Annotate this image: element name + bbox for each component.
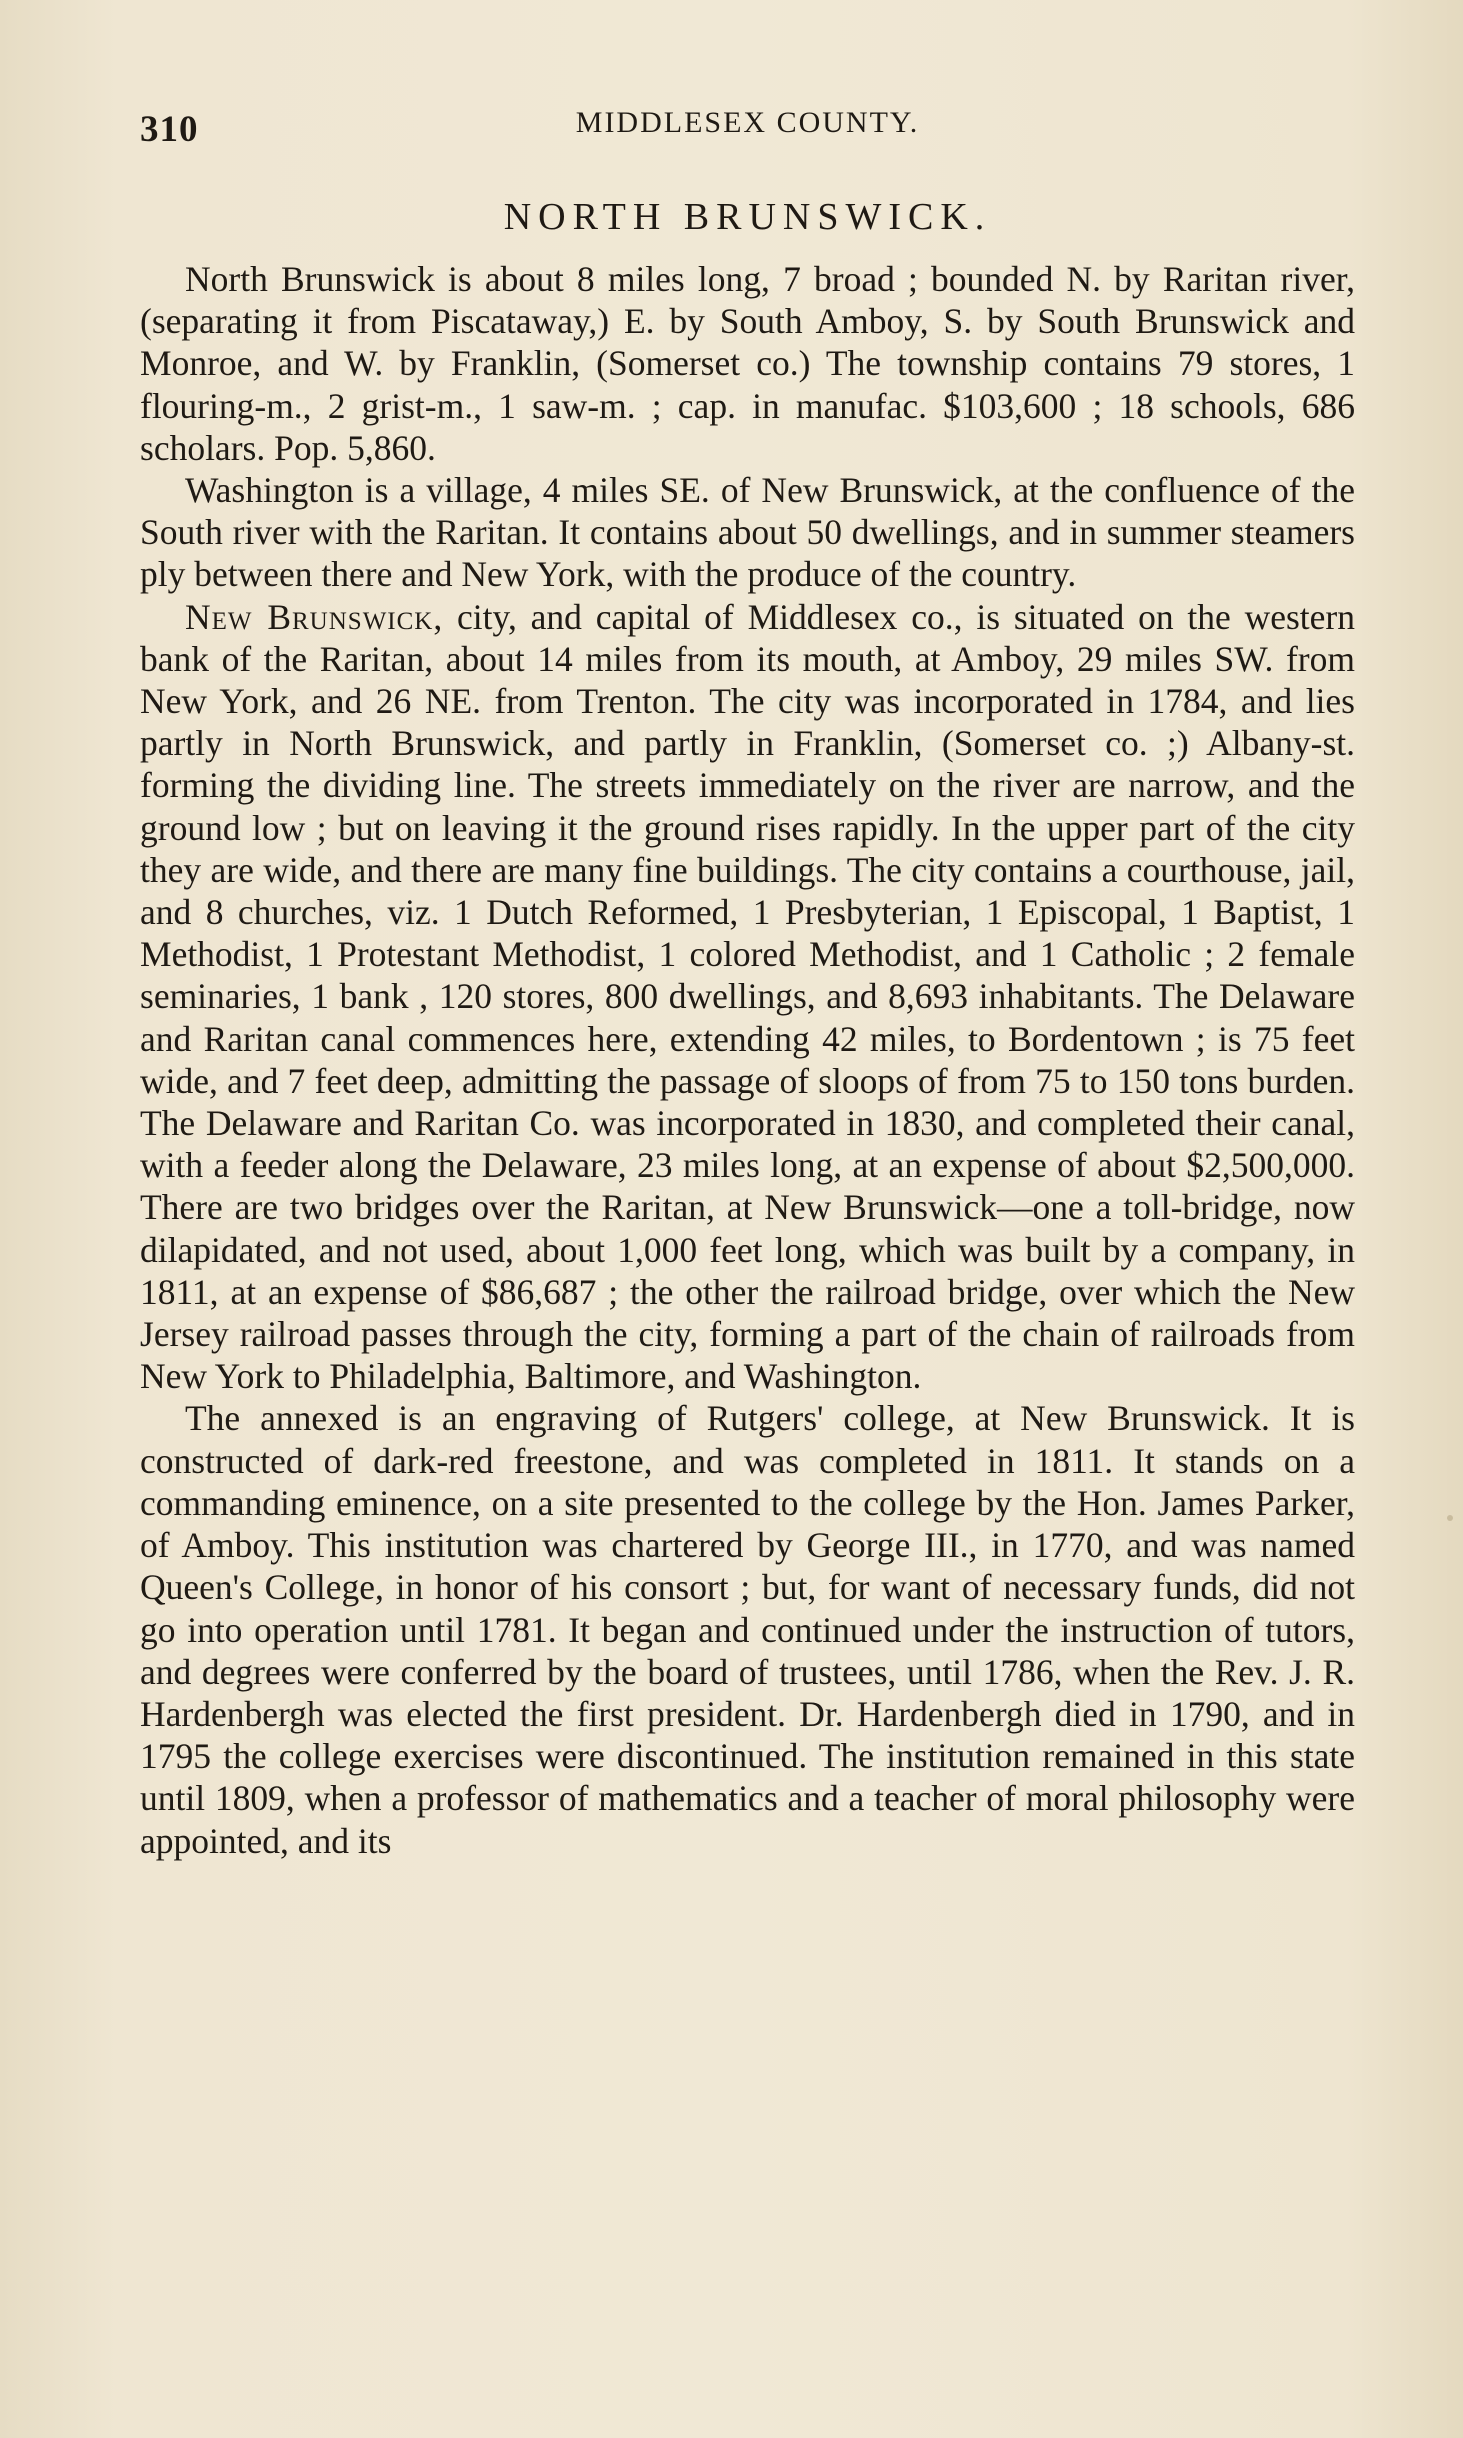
running-title: MIDDLESEX COUNTY.	[575, 106, 920, 139]
paragraph-washington: Washington is a village, 4 miles SE. of New Brunswick, at the confluence of the South river with the Raritan. It contains about 50 dwellings, and in summer steamers ply between there and New York, with the produce of the country.	[140, 470, 1355, 595]
paragraph-rutgers-college: The annexed is an engraving of Rutgers' college, at New Brunswick. It is constructed of dark-red freestone, and was completed in 1811. It stands on a commanding eminence, on a site presented to the college by the Hon. James Parker, of Amboy. This institution was chartered by George III., in 1770, and was named Queen's College, in honor of his consort ; but, for want of necessary funds, did not go into operation until 1781. It began and continued under the instruction of tutors, and degrees were conferred by the board of trustees, until 1786, when the Rev. J. R. Hardenbergh was elected the first president. Dr. Hardenbergh died in 1790, and in 1795 the college exercises were discontinued. The institution remained in this state until 1809, when a professor of mathematics and a teacher of moral philosophy were appointed, and its	[140, 1398, 1355, 1861]
body-text	[140, 258, 1355, 1862]
paragraph-new-brunswick-text: city, and capital of Middlesex co., is situated on the western bank of the Raritan, about 14 miles from its mouth, at Amboy, 29 miles SW. from New York, and 26 NE. from Trenton. The city was incorporated in 1784, and lies partly in North Brunswick, and partly in Franklin, (Somerset co. ;) Albany-st. forming the dividing line. The streets immediately on the river are narrow, and the ground low ; but on leaving it the ground rises rapidly. In the upper part of the city they are wide, and there are many fine buildings. The city contains a courthouse, jail, and 8 churches, viz. 1 Dutch Reformed, 1 Presbyterian, 1 Episcopal, 1 Baptist, 1 Methodist, 1 Protestant Methodist, 1 colored Methodist, and 1 Catholic ; 2 female seminaries, 1 bank , 120 stores, 800 dwellings, and 8,693 inhabitants. The Delaware and Raritan canal commences here, extending 42 miles, to Bordentown ; is 75 feet wide, and 7 feet deep, admitting the passage of sloops of from 75 to 150 tons burden. The Delaware and Raritan Co. was incorporated in 1830, and completed their canal, with a feeder along the Delaware, 23 miles long, at an expense of about $2,500,000. There are two bridges over the Raritan, at New Brunswick—one a toll-bridge, now dilapidated, and not used, about 1,000 feet long, which was built by a company, in 1811, at an expense of $86,687 ; the other the railroad bridge, over which the New Jersey railroad passes through the city, forming a part of the chain of railroads from New York to Philadelphia, Baltimore, and Washington.	[140, 596, 1355, 1397]
running-header	[140, 100, 1355, 160]
paragraph-lead-term: New Brunswick,	[185, 596, 444, 637]
section-heading: NORTH BRUNSWICK.	[503, 196, 992, 238]
page-number: 310	[140, 109, 199, 150]
paper-speck	[1447, 1515, 1453, 1521]
paragraph-north-brunswick: North Brunswick is about 8 miles long, 7 broad ; bounded N. by Raritan river, (separating it from Piscataway,) E. by South Amboy, S. by South Brunswick and Monroe, and W. by Franklin, (Somerset co.) The township contains 79 stores, 1 flouring-m., 2 grist-m., 1 saw-m. ; cap. in manufac. $103,600 ; 18 schools, 686 scholars. Pop. 5,860.	[140, 259, 1355, 468]
paragraph-new-brunswick	[140, 596, 1355, 1398]
